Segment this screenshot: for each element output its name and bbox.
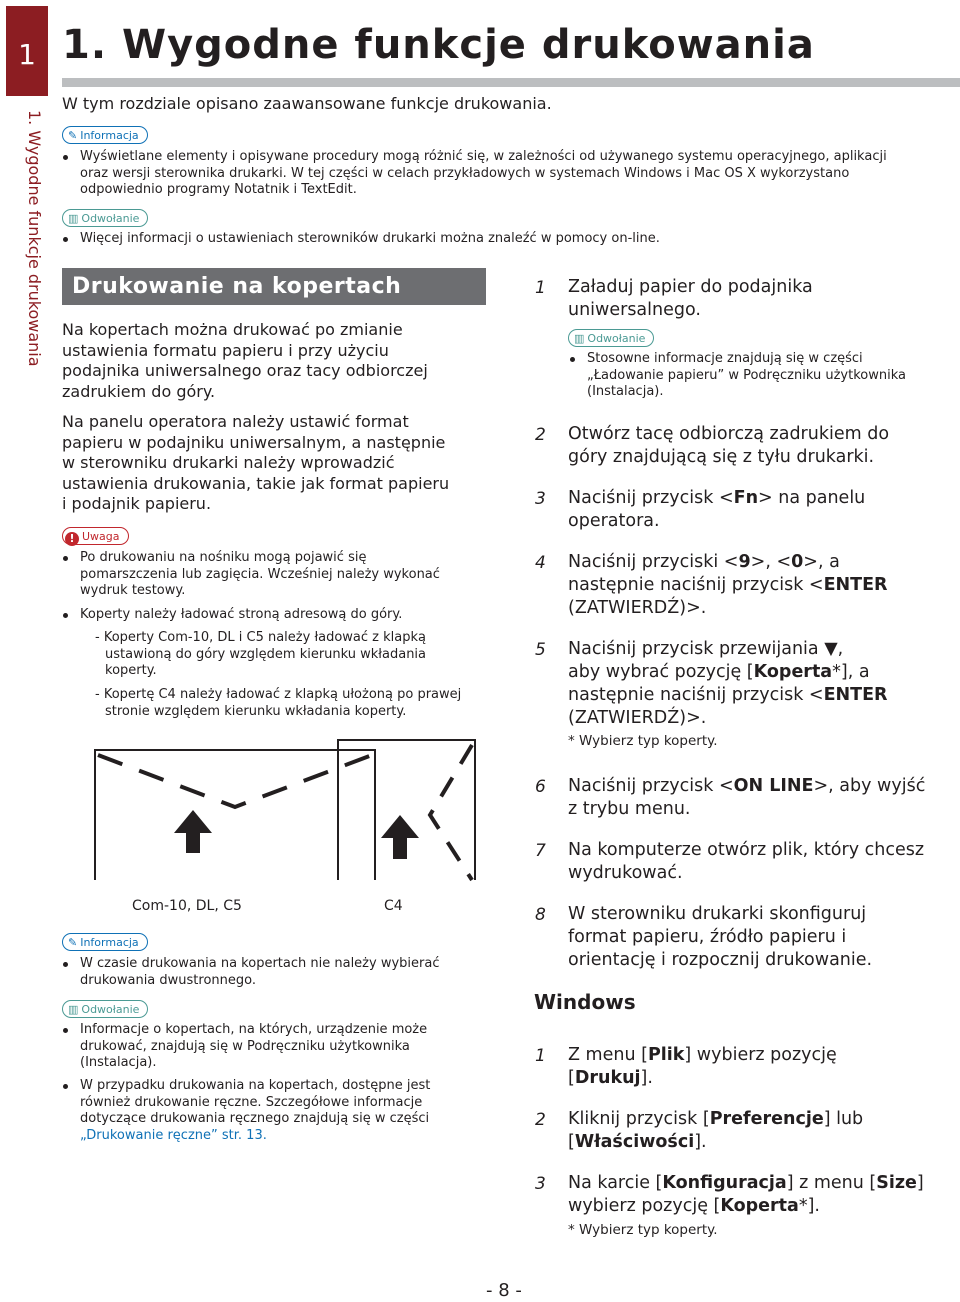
info-badge: ✎ Informacja [62, 126, 148, 144]
step-number: 3 [535, 489, 546, 509]
envelope-label-right: C4 [384, 898, 403, 914]
pencil-icon: ✎ [68, 936, 78, 949]
step-number: 5 [535, 640, 546, 660]
warning-bullet-2: Koperty należy ładować stroną adresową do góry. [80, 607, 403, 622]
exclamation-icon: ! [65, 532, 79, 546]
windows-step-1: Z menu [Plik] wybierz pozycję [Drukuj]. [568, 1045, 837, 1088]
reference-badge-2: ▥ Odwołanie [62, 1000, 148, 1018]
warning-badge: ! Uwaga [62, 527, 129, 545]
info-badge-2: ✎ Informacja [62, 933, 148, 951]
step-number: 2 [535, 1110, 546, 1130]
step-number: 1 [535, 278, 546, 298]
envelope-label-left: Com-10, DL, C5 [132, 898, 242, 914]
step-5: Naciśnij przycisk przewijania ▼, aby wybrać pozycję [Koperta*], a następnie naciśnij przycisk <ENTER (ZATWIERDŹ)>. [568, 639, 888, 728]
chapter-tab [6, 6, 48, 96]
warning-sub-item-1: - Koperty Com-10, DL i C5 należy ładować z klapką ustawioną do góry względem kierunku wkładania koperty. [95, 630, 427, 678]
step-1: Załaduj papier do podajnika uniwersalnego. [568, 277, 813, 320]
warning-sub-item-2: - Kopertę C4 należy ładować z klapką ułożoną po prawej stronie względem kierunku wkładania koperty. [95, 687, 462, 719]
step-number: 7 [535, 841, 546, 861]
warning-bullet-1: Po drukowaniu na nośniku mogą pojawić się pomarszczenia lub zagięcia. Wcześniej należy wykonać wydruk testowy. [80, 550, 440, 598]
windows-step-3: Na karcie [Konfiguracja] z menu [Size] wybierz pozycję [Koperta*]. [568, 1173, 924, 1216]
reference-bullet-3: W przypadku drukowania na kopertach, dostępne jest również drukowanie ręczne. Szczegółowe informacje dotyczące drukowania ręcznego znajdują się w części „Drukowanie ręczne” str. 13. [80, 1078, 431, 1143]
step-3: Naciśnij przycisk <Fn> na panelu operatora. [568, 488, 866, 531]
info-bullet: Wyświetlane elementy i opisywane procedury mogą różnić się, w zależności od używanego systemu operacyjnego, aplikacji oraz wersji sterownika drukarki. W tej części w celach przykładowych w systemach Windows i Mac OS X wykorzystano odpowiednio programy Notatnik i TextEdit. [80, 149, 887, 197]
intro-text: W tym rozdziale opisano zaawansowane funkcje drukowania. [62, 94, 552, 113]
section-heading: Drukowanie na kopertach [62, 268, 486, 305]
windows-step-2: Kliknij przycisk [Preferencje] lub [Właściwości]. [568, 1109, 864, 1152]
book-icon: ▥ [68, 1003, 79, 1016]
page-number: - 8 - [486, 1280, 522, 1301]
section-paragraph-1: Na kopertach można drukować po zmianie ustawienia formatu papieru i przy użyciu podajnika uniwersalnego oraz tacy odbiorczej zadrukiem do góry. [62, 320, 428, 401]
step-5-note: * Wybierz typ koperty. [568, 733, 718, 749]
step-number: 1 [535, 1046, 546, 1066]
manual-printing-link[interactable]: „Drukowanie ręczne” str. 13. [80, 1127, 267, 1143]
info-bullet-2: W czasie drukowania na kopertach nie należy wybierać drukowania dwustronnego. [80, 956, 440, 988]
pencil-icon: ✎ [68, 129, 78, 142]
section-paragraph-2: Na panelu operatora należy ustawić format papieru w podajniku uniwersalnym, a następnie w sterowniku drukarki należy wprowadzić ustawienia drukowania, takie jak format papieru i podajnik papieru. [62, 412, 450, 513]
book-icon: ▥ [68, 212, 79, 225]
reference-bullet: Więcej informacji o ustawieniach sterowników drukarki można znaleźć w pomocy on-line. [80, 231, 660, 246]
step-1-reference: Stosowne informacje znajdują się w części „Ładowanie papieru” w Podręczniku użytkownika (Instalacja). [587, 351, 906, 399]
step-number: 8 [535, 905, 546, 925]
arrow-up-icon [381, 815, 419, 859]
step-number: 6 [535, 777, 546, 797]
envelope-illustration [90, 735, 490, 895]
step-6: Naciśnij przycisk <ON LINE>, aby wyjść z trybu menu. [568, 776, 926, 819]
step-2: Otwórz tacę odbiorczą zadrukiem do góry znajdującą się z tyłu drukarki. [568, 424, 890, 467]
step-8: W sterowniku drukarki skonfiguruj format papieru, źródło papieru i orientację i rozpocznij drukowanie. [568, 904, 873, 970]
page-title: 1. Wygodne funkcje drukowania [62, 22, 815, 68]
windows-heading: Windows [534, 990, 636, 1014]
arrow-up-icon [174, 810, 212, 853]
reference-badge: ▥ Odwołanie [62, 209, 148, 227]
reference-bullet-2: Informacje o kopertach, na których, urządzenie może drukować, znajdują się w Podręczniku użytkownika (Instalacja). [80, 1022, 428, 1070]
envelope-com10-dl-c5 [95, 750, 375, 880]
reference-badge-3: ▥ Odwołanie [568, 329, 654, 347]
book-icon: ▥ [574, 332, 585, 345]
step-7: Na komputerze otwórz plik, który chcesz wydrukować. [568, 840, 925, 883]
side-chapter-label: 1. Wygodne funkcje drukowania [25, 110, 44, 367]
step-number: 2 [535, 425, 546, 445]
title-rule [62, 78, 960, 87]
windows-step-3-note: * Wybierz typ koperty. [568, 1222, 718, 1238]
step-4: Naciśnij przyciski <9>, <0>, a następnie naciśnij przycisk <ENTER (ZATWIERDŹ)>. [568, 552, 888, 618]
step-number: 4 [535, 553, 546, 573]
chapter-number: 1 [18, 38, 36, 71]
step-number: 3 [535, 1174, 546, 1194]
